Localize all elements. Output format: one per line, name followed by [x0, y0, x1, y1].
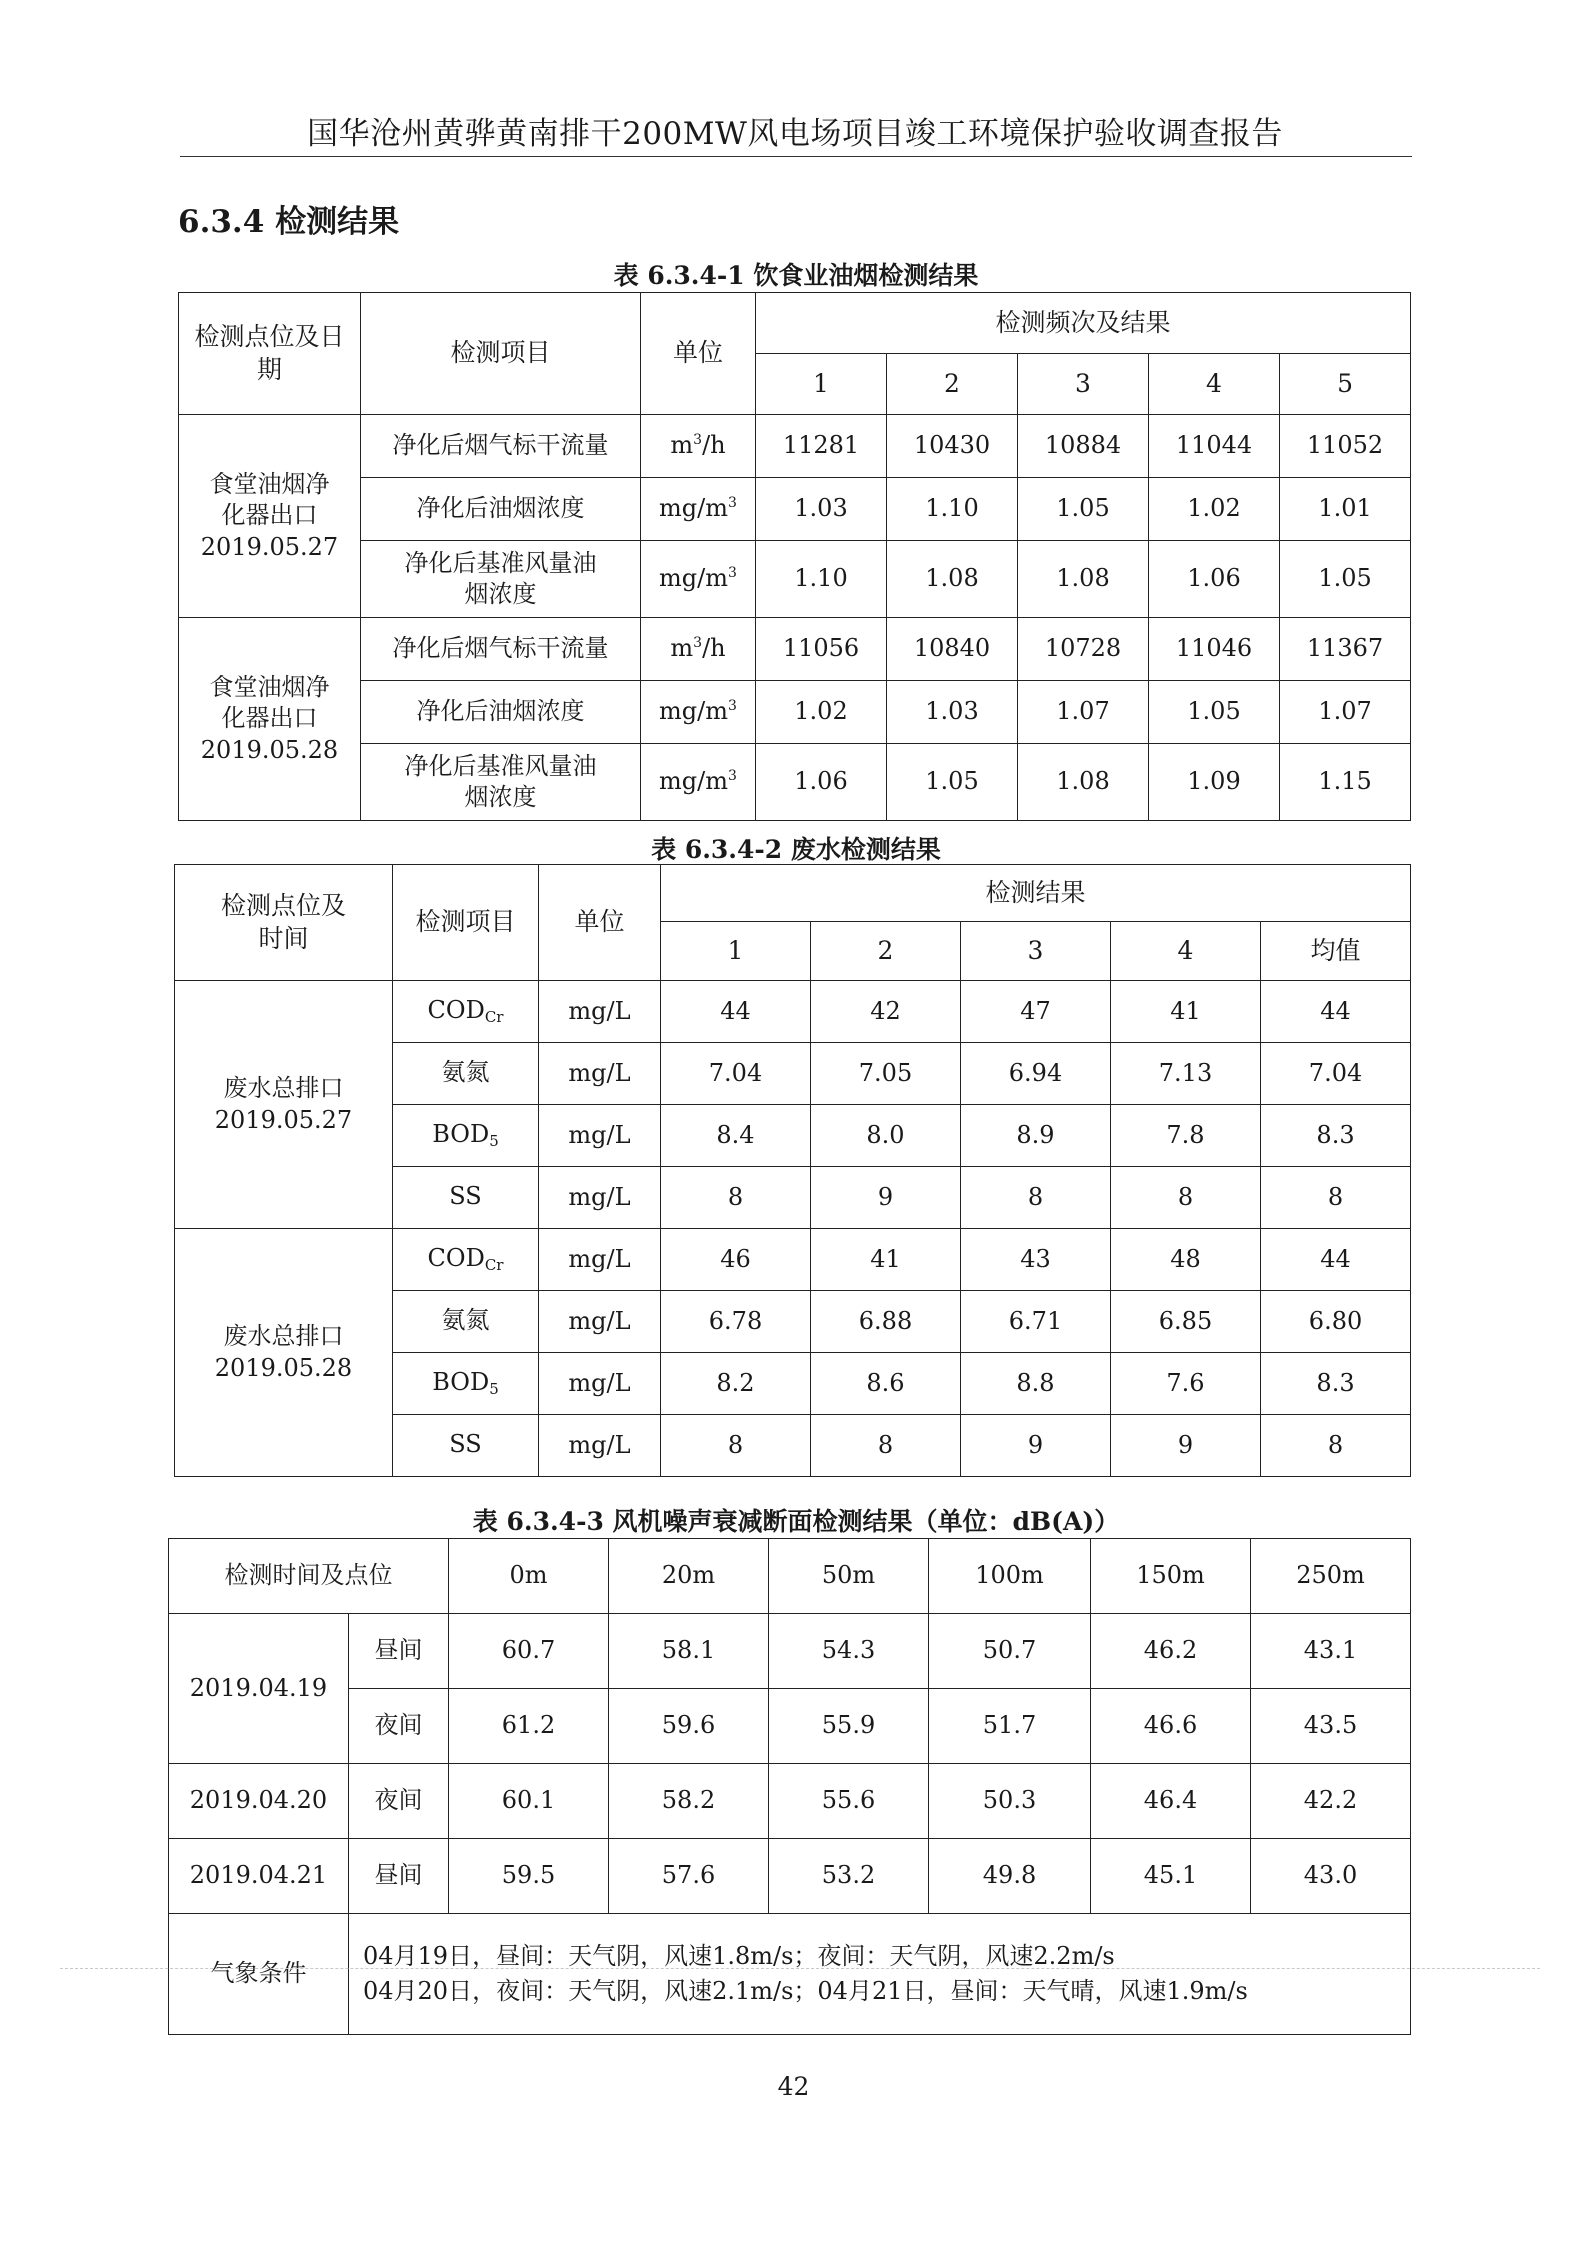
unit-cell [641, 415, 756, 478]
point-date-cell [179, 415, 361, 618]
value-cell: 1.05 [1018, 478, 1149, 541]
weather-line-1: 04月19日，昼间：天气阴，风速1.8m/s；夜间：天气阴，风速2.2m/s [363, 1942, 1115, 1971]
value-cell: 50.3 [929, 1764, 1091, 1839]
value-cell: 11046 [1149, 618, 1280, 681]
value-cell: 10728 [1018, 618, 1149, 681]
period-cell: 夜间 [349, 1764, 449, 1839]
item-subscript: 5 [489, 1132, 499, 1151]
value-cell: 9 [811, 1167, 961, 1229]
unit-cell: mg/L [539, 1415, 661, 1477]
item-label: 净化后基准风量油烟浓度 [404, 548, 597, 608]
scan-artifact-line [60, 1968, 1540, 1969]
table2-wastewater [174, 864, 1411, 1477]
date-label: 2019.05.28 [214, 1353, 353, 1382]
value-cell: 6.88 [811, 1291, 961, 1353]
value-cell: 8.9 [961, 1105, 1111, 1167]
value-cell: 8 [1261, 1415, 1411, 1477]
unit-cell [641, 541, 756, 618]
table2-header-row [175, 865, 1411, 922]
value-cell: 8 [661, 1415, 811, 1477]
item-cell [361, 541, 641, 618]
item-cell [393, 1229, 539, 1291]
item-label: 净化后油烟浓度 [416, 697, 585, 726]
value-cell: 1.10 [887, 478, 1018, 541]
item-label: 净化后基准风量油烟浓度 [404, 751, 597, 811]
header-run: 2 [887, 354, 1018, 415]
item-cell [393, 1415, 539, 1477]
value-cell: 43.0 [1251, 1839, 1411, 1914]
item-base: SS [449, 1182, 482, 1211]
header-distance: 250m [1251, 1539, 1411, 1614]
value-cell: 1.02 [756, 681, 887, 744]
value-cell: 10430 [887, 415, 1018, 478]
item-cell [361, 681, 641, 744]
unit-cell [641, 744, 756, 821]
value-cell: 1.08 [1018, 744, 1149, 821]
value-cell: 1.01 [1280, 478, 1411, 541]
item-cell [393, 1105, 539, 1167]
unit-cell: mg/L [539, 1105, 661, 1167]
value-cell: 59.5 [449, 1839, 609, 1914]
unit-cell: mg/L [539, 1291, 661, 1353]
value-cell: 44 [661, 981, 811, 1043]
value-cell: 1.06 [1149, 541, 1280, 618]
unit-tail: /h [702, 431, 726, 460]
header-item: 检测项目 [393, 865, 539, 981]
value-cell: 11367 [1280, 618, 1411, 681]
value-cell: 1.02 [1149, 478, 1280, 541]
header-unit: 单位 [539, 865, 661, 981]
unit-superscript: 3 [693, 432, 703, 449]
value-cell: 45.1 [1091, 1839, 1251, 1914]
item-subscript: 5 [489, 1380, 499, 1399]
table-row [179, 681, 1411, 744]
value-cell: 10840 [887, 618, 1018, 681]
header-frequency-group: 检测频次及结果 [756, 293, 1411, 354]
item-cell [361, 744, 641, 821]
value-cell: 55.9 [769, 1689, 929, 1764]
date-cell: 2019.04.21 [169, 1839, 349, 1914]
value-cell: 8.3 [1261, 1353, 1411, 1415]
item-cell [361, 618, 641, 681]
date-label: 2019.05.28 [200, 735, 339, 764]
unit-superscript: 3 [728, 698, 737, 715]
header-point-date: 检测点位及日期 [179, 293, 361, 415]
value-cell: 6.78 [661, 1291, 811, 1353]
date-label: 2019.05.27 [214, 1105, 353, 1134]
weather-text-cell [349, 1914, 1411, 2035]
value-cell: 6.71 [961, 1291, 1111, 1353]
date-cell: 2019.04.19 [169, 1614, 349, 1764]
unit-superscript: 3 [728, 565, 737, 582]
value-cell: 58.2 [609, 1764, 769, 1839]
value-cell: 9 [1111, 1415, 1261, 1477]
unit-base: mg/m [659, 564, 729, 593]
value-cell: 1.09 [1149, 744, 1280, 821]
value-cell: 7.04 [661, 1043, 811, 1105]
header-rule [180, 156, 1412, 157]
item-cell [361, 415, 641, 478]
value-cell: 46.4 [1091, 1764, 1251, 1839]
unit-tail: /h [702, 634, 726, 663]
value-cell: 8.0 [811, 1105, 961, 1167]
value-cell: 1.05 [1149, 681, 1280, 744]
header-distance: 0m [449, 1539, 609, 1614]
header-distance: 150m [1091, 1539, 1251, 1614]
value-cell: 42.2 [1251, 1764, 1411, 1839]
header-result-group: 检测结果 [661, 865, 1411, 922]
value-cell: 53.2 [769, 1839, 929, 1914]
point-time-cell [175, 981, 393, 1229]
unit-cell: mg/L [539, 1167, 661, 1229]
header-run: 3 [1018, 354, 1149, 415]
value-cell: 47 [961, 981, 1111, 1043]
item-cell [361, 478, 641, 541]
header-run: 3 [961, 922, 1111, 981]
weather-row [169, 1914, 1411, 2035]
value-cell: 7.04 [1261, 1043, 1411, 1105]
value-cell: 8 [661, 1167, 811, 1229]
value-cell: 8 [1111, 1167, 1261, 1229]
table-row [169, 1839, 1411, 1914]
header-distance: 100m [929, 1539, 1091, 1614]
item-cell [393, 1353, 539, 1415]
period-cell: 夜间 [349, 1689, 449, 1764]
value-cell: 48 [1111, 1229, 1261, 1291]
value-cell: 1.03 [756, 478, 887, 541]
value-cell: 7.6 [1111, 1353, 1261, 1415]
value-cell: 42 [811, 981, 961, 1043]
item-subscript: Cr [484, 1256, 504, 1275]
value-cell: 8.6 [811, 1353, 961, 1415]
item-base: BOD [432, 1368, 490, 1397]
location-label: 食堂油烟净化器出口 [209, 673, 330, 733]
value-cell: 1.05 [1280, 541, 1411, 618]
value-cell: 8.4 [661, 1105, 811, 1167]
table-row [179, 618, 1411, 681]
table2-caption: 表 6.3.4-2 废水检测结果 [651, 835, 941, 864]
value-cell: 43 [961, 1229, 1111, 1291]
item-cell [393, 1043, 539, 1105]
location-label: 废水总排口 [223, 1322, 344, 1351]
value-cell: 1.06 [756, 744, 887, 821]
item-base: SS [449, 1430, 482, 1459]
item-cell [393, 981, 539, 1043]
value-cell: 44 [1261, 981, 1411, 1043]
date-label: 2019.05.27 [200, 532, 339, 561]
table-row [179, 415, 1411, 478]
table3-noise [168, 1538, 1411, 2035]
item-base: COD [427, 1244, 485, 1273]
value-cell: 6.80 [1261, 1291, 1411, 1353]
value-cell: 10884 [1018, 415, 1149, 478]
value-cell: 1.10 [756, 541, 887, 618]
header-unit: 单位 [641, 293, 756, 415]
header-item: 检测项目 [361, 293, 641, 415]
value-cell: 43.5 [1251, 1689, 1411, 1764]
value-cell: 51.7 [929, 1689, 1091, 1764]
value-cell: 11056 [756, 618, 887, 681]
point-date-cell [179, 618, 361, 821]
value-cell: 6.94 [961, 1043, 1111, 1105]
table-row [169, 1614, 1411, 1689]
unit-cell: mg/L [539, 981, 661, 1043]
value-cell: 60.1 [449, 1764, 609, 1839]
unit-base: mg/m [659, 767, 729, 796]
value-cell: 7.8 [1111, 1105, 1261, 1167]
value-cell: 8 [1261, 1167, 1411, 1229]
item-base: BOD [432, 1120, 490, 1149]
header-run: 1 [756, 354, 887, 415]
value-cell: 55.6 [769, 1764, 929, 1839]
value-cell: 7.13 [1111, 1043, 1261, 1105]
unit-base: mg/m [659, 494, 729, 523]
value-cell: 57.6 [609, 1839, 769, 1914]
value-cell: 1.08 [887, 541, 1018, 618]
point-time-cell [175, 1229, 393, 1477]
table-row [179, 478, 1411, 541]
unit-cell [641, 681, 756, 744]
unit-cell [641, 618, 756, 681]
item-base: COD [427, 996, 485, 1025]
value-cell: 46.6 [1091, 1689, 1251, 1764]
item-base: 氨氮 [441, 1306, 490, 1335]
unit-cell: mg/L [539, 1353, 661, 1415]
value-cell: 11281 [756, 415, 887, 478]
period-cell: 昼间 [349, 1839, 449, 1914]
unit-superscript: 3 [728, 495, 737, 512]
value-cell: 46 [661, 1229, 811, 1291]
section-title: 6.3.4 检测结果 [178, 204, 400, 240]
value-cell: 7.05 [811, 1043, 961, 1105]
unit-cell [641, 478, 756, 541]
value-cell: 11044 [1149, 415, 1280, 478]
table-row [179, 744, 1411, 821]
value-cell: 1.08 [1018, 541, 1149, 618]
table3-caption: 表 6.3.4-3 风机噪声衰减断面检测结果（单位：dB(A)） [472, 1507, 1120, 1536]
table-row [175, 981, 1411, 1043]
period-cell: 昼间 [349, 1614, 449, 1689]
table1-cooking-fume [178, 292, 1411, 821]
header-run: 2 [811, 922, 961, 981]
header-time-point: 检测时间及点位 [169, 1539, 449, 1614]
unit-superscript: 3 [693, 635, 703, 652]
value-cell: 59.6 [609, 1689, 769, 1764]
header-point-time: 检测点位及时间 [175, 865, 393, 981]
header-run: 1 [661, 922, 811, 981]
value-cell: 54.3 [769, 1614, 929, 1689]
item-subscript: Cr [484, 1008, 504, 1027]
item-cell [393, 1291, 539, 1353]
weather-label: 气象条件 [169, 1914, 349, 2035]
value-cell: 9 [961, 1415, 1111, 1477]
value-cell: 1.07 [1018, 681, 1149, 744]
value-cell: 46.2 [1091, 1614, 1251, 1689]
value-cell: 8.8 [961, 1353, 1111, 1415]
header-run: 5 [1280, 354, 1411, 415]
value-cell: 58.1 [609, 1614, 769, 1689]
header-distance: 50m [769, 1539, 929, 1614]
date-cell: 2019.04.20 [169, 1764, 349, 1839]
header-run: 均值 [1261, 922, 1411, 981]
value-cell: 1.07 [1280, 681, 1411, 744]
value-cell: 49.8 [929, 1839, 1091, 1914]
unit-base: m [670, 634, 694, 663]
header-distance: 20m [609, 1539, 769, 1614]
value-cell: 61.2 [449, 1689, 609, 1764]
value-cell: 50.7 [929, 1614, 1091, 1689]
value-cell: 6.85 [1111, 1291, 1261, 1353]
value-cell: 1.05 [887, 744, 1018, 821]
table3-header-row [169, 1539, 1411, 1614]
table-row [175, 1229, 1411, 1291]
value-cell: 41 [1111, 981, 1261, 1043]
item-base: 氨氮 [441, 1058, 490, 1087]
page-number: 42 [777, 2072, 810, 2101]
unit-superscript: 3 [728, 768, 737, 785]
value-cell: 60.7 [449, 1614, 609, 1689]
table1-caption: 表 6.3.4-1 饮食业油烟检测结果 [613, 261, 979, 290]
unit-cell: mg/L [539, 1229, 661, 1291]
item-label: 净化后油烟浓度 [416, 494, 585, 523]
value-cell: 43.1 [1251, 1614, 1411, 1689]
item-label: 净化后烟气标干流量 [392, 634, 609, 663]
unit-base: mg/m [659, 697, 729, 726]
value-cell: 41 [811, 1229, 961, 1291]
document-header: 国华沧州黄骅黄南排干200MW风电场项目竣工环境保护验收调查报告 [307, 116, 1283, 152]
table-row [169, 1764, 1411, 1839]
value-cell: 11052 [1280, 415, 1411, 478]
header-run: 4 [1149, 354, 1280, 415]
table-row [169, 1689, 1411, 1764]
value-cell: 8.3 [1261, 1105, 1411, 1167]
value-cell: 1.15 [1280, 744, 1411, 821]
value-cell: 1.03 [887, 681, 1018, 744]
header-run: 4 [1111, 922, 1261, 981]
unit-base: m [670, 431, 694, 460]
location-label: 废水总排口 [223, 1074, 344, 1103]
value-cell: 8.2 [661, 1353, 811, 1415]
value-cell: 8 [811, 1415, 961, 1477]
weather-line-2: 04月20日，夜间：天气阴，风速2.1m/s；04月21日，昼间：天气晴，风速1.9m/s [363, 1977, 1248, 2005]
item-cell [393, 1167, 539, 1229]
table1-header-row [179, 293, 1411, 354]
location-label: 食堂油烟净化器出口 [209, 470, 330, 530]
value-cell: 44 [1261, 1229, 1411, 1291]
value-cell: 8 [961, 1167, 1111, 1229]
item-label: 净化后烟气标干流量 [392, 431, 609, 460]
unit-cell: mg/L [539, 1043, 661, 1105]
table-row [179, 541, 1411, 618]
